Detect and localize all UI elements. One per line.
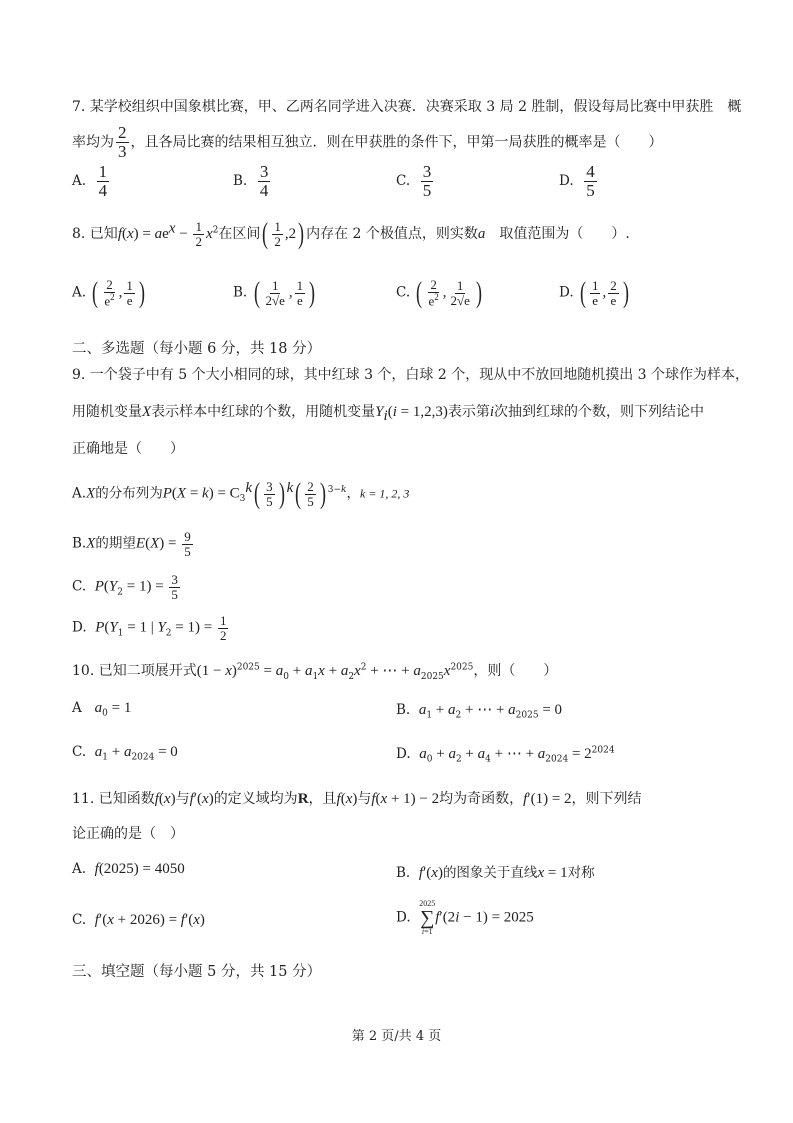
q11-line1: 11. 已知函数f(x)与f′(x)的定义域均为R，且f(x)与f(x + 1) − 2均为奇函数，f′(1) = 2，则下列结	[72, 791, 642, 807]
q11-option-d[interactable]: D. 2025 ∑ i=1 f′(2i − 1) = 2025	[396, 899, 534, 936]
q7-line2	[72, 124, 663, 161]
q10-option-b[interactable]: B. $a_1 + a_2$ + ⋯ + $a_{2025} = 0$	[396, 702, 563, 721]
q10-option-a[interactable]: A $a_0 = 1$	[72, 700, 132, 719]
q11-option-b[interactable]: B. f′(x)的图象关于直线x = 1对称	[396, 865, 595, 881]
q11-line2: 论正确的是（ ）	[72, 826, 184, 842]
q11-option-c[interactable]: C. f′(x + 2026) = f′(x)	[72, 912, 205, 928]
q8-line: 8. 已知$f(x) = ae^x$ − $\frac{1}{2}$ $x^2$在区间( $\frac{1}{2}$ ,2) 内存在 2 个极值点，则实数a 取值范围为（ ）.	[72, 217, 630, 250]
q9-line3: 正确地是（ ）	[72, 441, 184, 457]
section-fill-in-heading: 三、填空题（每小题 5 分，共 15 分）	[72, 964, 322, 980]
q10-option-c[interactable]: C. $a_1 + a_{2024} = 0$	[72, 744, 178, 763]
q8-option-d[interactable]: D. ( $\frac{1}{e}$ , $\frac{2}{e}$ )	[559, 276, 629, 309]
section-multiple-choice-heading: 二、多选题（每小题 6 分，共 18 分）	[72, 341, 322, 357]
q7-option-a[interactable]: A. $\frac{1}{4}$	[72, 162, 108, 200]
q7-option-b[interactable]: B. $\frac{3}{4}$	[233, 162, 269, 200]
q8-function: f	[117, 226, 122, 242]
q9-line1: 9. 一个袋子中有 5 个大小相同的球，其中红球 3 个，白球 2 个，现从中不放回地随机摸出 3 个球作为样本，	[72, 367, 750, 383]
q8-option-b[interactable]: B. ( $\frac{1}{2√e}$ , $\frac{1}{e}$ )	[233, 276, 316, 309]
q7-option-c[interactable]: C. $\frac{3}{5}$	[396, 162, 432, 200]
q10-line: 10. 已知二项展开式$(1 - x)^{2025} = a_0 + a_1x + a_2x^2$ + ⋯ + $a_{2025}x^{2025}$，则（ ）	[72, 662, 558, 682]
page-number-footer: 第 2 页/共 4 页	[351, 1029, 442, 1044]
q9-option-c[interactable]: C. $P(Y_2 = 1)$ = $\frac{3}{5}$	[72, 572, 178, 602]
q7-line2-post: ，且各局比赛的结果相互独立．则在甲获胜的条件下，甲第一局获胜的概率是（ ）	[130, 134, 663, 151]
q7-line2-pre: 率均为	[72, 134, 114, 151]
q7-option-d[interactable]: D. $\frac{4}{5}$	[559, 162, 595, 200]
q8-option-a[interactable]: A. ( $\frac{2}{e^2}$ , $\frac{1}{e}$ )	[72, 276, 145, 309]
q9-option-a[interactable]: A.X的分布列为$P(X = k) = C_3^k$( $\frac{3}{5}$ ) $^k$( $\frac{2}{5}$ ) $^{3-k}$，k = 1, 2, 3	[72, 477, 410, 510]
q10-option-d[interactable]: D. $a_0 + a_2 + a_4$ + ⋯ + $a_{2024} = 2^{2024}$	[396, 745, 615, 765]
q7-line1: 7. 某学校组织中国象棋比赛，甲、乙两名同学进入决赛．决赛采取 3 局 2 胜制，假设每局比赛中甲获胜 概	[72, 99, 742, 115]
summation-sign: 2025 ∑ i=1	[419, 899, 436, 936]
q8-option-c[interactable]: C. ( $\frac{2}{e^2}$ , $\frac{1}{2√e}$ )	[396, 276, 482, 309]
q9-line2: 用随机变量X表示样本中红球的个数，用随机变量$Y_i(i = 1,2,3)$表示第i次抽到红球的个数，则下列结论中	[72, 404, 704, 424]
q9-option-d[interactable]: D. $P(Y_1 = 1$ | $Y_2 = 1$) = $\frac{1}{2}$	[72, 613, 227, 643]
q9-option-b[interactable]: B.X的期望E(X) = $\frac{9}{5}$	[72, 529, 191, 559]
q11-option-a[interactable]: A. f(2025) = 4050	[72, 861, 185, 877]
q7-fraction: $\frac{2}{3}$	[118, 123, 127, 161]
